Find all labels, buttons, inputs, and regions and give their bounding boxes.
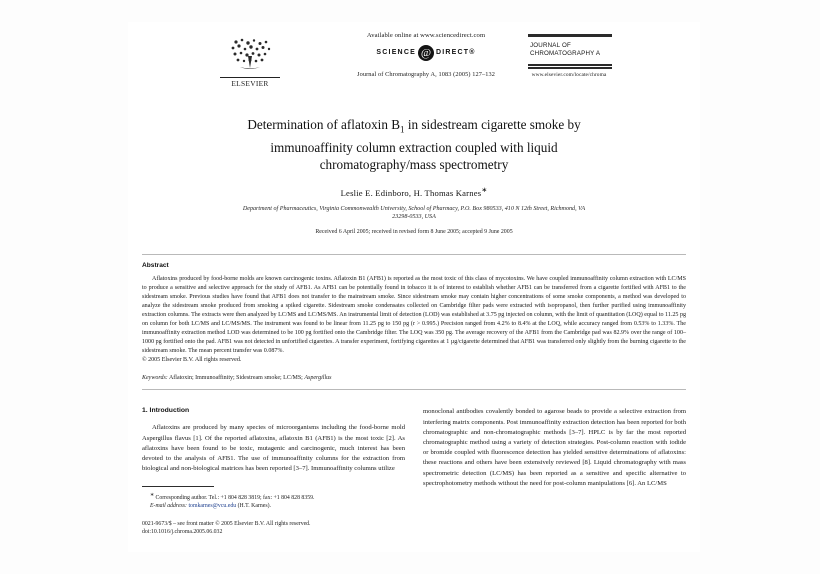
elsevier-wordmark: ELSEVIER (220, 77, 280, 88)
sciencedirect-direct-word: DIRECT® (435, 49, 476, 56)
abstract-rule-top (142, 254, 686, 255)
abstract-section (142, 254, 686, 391)
author-names: Leslie E. Edinboro, H. Thomas Karnes (340, 187, 482, 198)
introduction-paragraph-left: Aflatoxins are produced by many species of microorganisms including the food-borne mold Aspergillus flavus [1]. Of the reported aflatoxins, aflatoxin B1 (AFB1) is the most toxic [2]. As aflatoxins have been found to be toxic, mutagenic and carcinogenic, much interest has been devoted to the analysis of AFB1. The use of immunoaffinity columns for the extraction from biological and non-biological matrices has been reported [3–7]. Immunoaffinity columns utilize (142, 424, 405, 473)
abstract-text: Aflatoxins produced by food-borne molds are known carcinogenic toxins. Aflatoxin B1 (AFB1) is reported as the most toxic of this class of mycotoxins. We have coupled immunoaffinity column extraction with LC/MS to produce a sensitive and selective approach for the study of AFB1. As AFB1 can be potentially found in tobacco it is of interest to establish whether AFB1 can be transferred from a cigarette fortified with AFB1 to the sidestream smoke. Previous studies have found that AFB1 does not transfer to the mainstream smoke. Since sidestream smoke may contain higher concentrations of some smoke components, a method was developed to analyze the sidestream smoke produced from smoking a spiked cigarette. Sidestream smoke condensates collected on Cambridge filter pads were extracted with isopropanol, then further purified using immunoaffinity extraction columns. The extracts were then analyzed by LC/MS and LC/MS/MS. An instrumental limit of detection (LOD) was established at 3.75 pg injected on column, with the limit of quantitation (LOQ) equal to 11.25 pg on column for both LC/MS and LC/MS/MS. The instrument was found to be linear from 11.25 pg to 150 pg (r > 0.995.) Precision ranged from 4.2% to 8.4% at the LOQ, while accuracy ranged from 0.53% to 1.33%. The immunoaffinity extraction method LOD was determined to be 100 pg fortified onto the Cambridge filter. The LOQ was 350 pg. The average recovery of the AFB1 from the Cambridge pad was 82.9% over the range of 100–1000 pg fortified onto the pad. AFB1 was not detected in unfortified cigarettes. A transfer experiment, fortifying cigarettes at 1 µg/cigarette determined that AFB1 was transferred only slightly from the burning cigarette to the sidestream smoke. The mean percent transfer was 0.087%. (142, 275, 686, 355)
keywords-label: Keywords: (142, 375, 168, 382)
keywords-values: Aflatoxin; Immunoaffinity; Sidestream smoke; LC/MS; (168, 375, 303, 382)
right-column (423, 407, 686, 536)
paper-sheet (128, 22, 700, 552)
corresponding-author-footnote (142, 492, 407, 502)
elsevier-logo (220, 36, 280, 88)
email-footnote (142, 502, 407, 510)
at-sign-icon: @ (418, 45, 434, 61)
imprint-doi-line: doi:10.1016/j.chroma.2005.06.032 (142, 529, 223, 536)
article-title-line1: Determination of aflatoxin B (247, 117, 401, 132)
footnote-star-icon: ∗ (150, 492, 155, 498)
email-label: E-mail address: (150, 503, 187, 510)
journal-name: JOURNAL OF CHROMATOGRAPHY A (530, 42, 601, 57)
abstract-rule-bottom (142, 389, 686, 390)
email-address-link[interactable]: tomkarnes@vcu.edu (188, 503, 237, 510)
keywords-line (142, 375, 686, 381)
abstract-copyright: © 2005 Elsevier B.V. All rights reserved. (142, 357, 242, 364)
introduction-heading: 1. Introduction (142, 407, 190, 415)
article-title-line3: chromatography/mass spectrometry (319, 156, 509, 172)
journal-cover-box (524, 32, 616, 78)
imprint-issn-line: 0021-9673/$ – see front matter © 2005 Elsevier B.V. All rights reserved. (142, 520, 311, 527)
sciencedirect-logo (360, 43, 492, 62)
article-title-line2: immunoaffinity column extraction coupled with liquid (270, 139, 558, 155)
masthead (128, 32, 700, 98)
abstract-heading: Abstract (142, 261, 169, 269)
journal-citation: Journal of Chromatography A, 1083 (2005) 127–132 (357, 71, 495, 78)
elsevier-tree-icon (226, 36, 274, 76)
footnote-rule (142, 486, 214, 487)
footnote-area (142, 486, 407, 537)
email-owner: (H.T. Karnes). (237, 503, 271, 510)
imprint-block (142, 520, 407, 537)
article-title (168, 116, 660, 173)
sciencedirect-block (326, 32, 526, 78)
article-title-subscript: 1 (400, 124, 405, 135)
introduction-paragraph-right: monoclonal antibodies covalently bonded to agarose beads to provide a selective extraction from interfering matrix components. Post immunoaffinity extraction detection has been reported for both chromatographic and non-chromatographic methods [3–7]. HPLC is by far the most reported chromatographic method using a variety of detection strategies. Post-column reaction with iodide or bromide coupled with fluorescence detection has yielded sensitive determinations of aflatoxins: these reactions and others have been extensively reviewed [8]. Liquid chromatography with mass spectrometric detection (LC/MS) has been reported as a sensitive and specific alternative to spectrophotometry methods without the need for post-column manipulations [6]. An LC/MS (423, 408, 686, 487)
keywords-italic-term: Aspergillus (304, 375, 332, 382)
corresponding-author-marker: ∗ (481, 185, 488, 194)
affiliation: Department of Pharmaceutics, Virginia Commonwealth University, School of Pharmacy, P.O. Box 980533, 410 N 12th Street, Richmond, VA 23298-0533, USA (242, 205, 586, 220)
available-online-text: Available online at www.sciencedirect.com (366, 32, 486, 39)
article-title-line1-cont: in sidestream cigarette smoke by (404, 117, 581, 132)
author-list (168, 186, 660, 198)
sciencedirect-science-word: SCIENCE (376, 49, 416, 56)
journal-bar-bottom (528, 64, 612, 66)
journal-url: www.elsevier.com/locate/chroma (531, 72, 607, 78)
left-column (142, 407, 405, 536)
article-history: Received 6 April 2005; received in revised form 8 June 2005; accepted 9 June 2005 (315, 228, 513, 235)
title-block (128, 116, 700, 235)
body-columns (142, 407, 686, 536)
corresponding-author-text: Corresponding author. Tel.: +1 804 828 3819; fax: +1 804 828 8359. (155, 494, 315, 501)
